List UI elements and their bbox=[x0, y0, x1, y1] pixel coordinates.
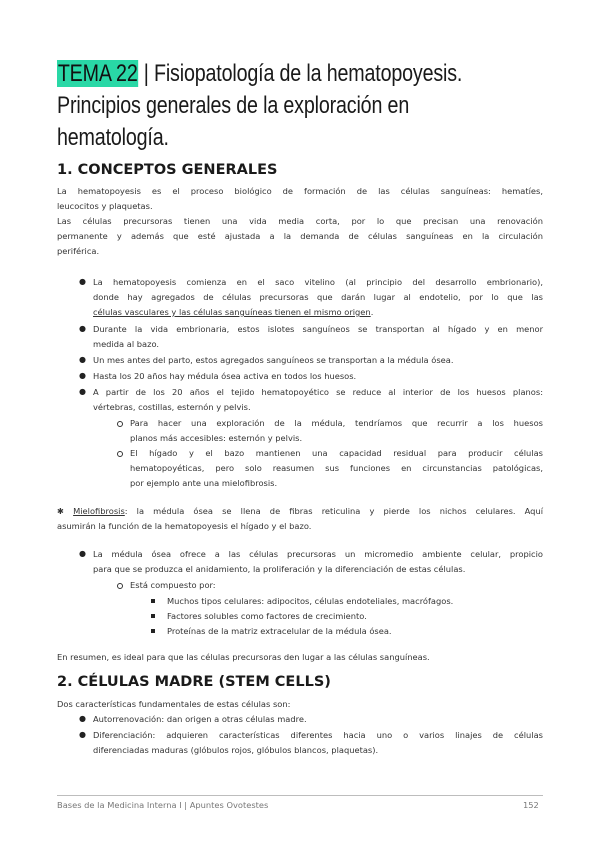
paragraph-line: Dos características fundamentales de estas células son: bbox=[57, 699, 291, 709]
page-number: 152 bbox=[523, 800, 539, 810]
bullet-icon: ● bbox=[79, 714, 86, 723]
bullet-icon: ● bbox=[79, 355, 86, 364]
footer-text: Bases de la Medicina Interna I | Apuntes Ovotestes bbox=[57, 800, 269, 810]
circle-bullet-icon bbox=[117, 451, 123, 457]
list-item-line: Hasta los 20 años hay médula ósea activa en todos los huesos. bbox=[93, 371, 357, 381]
note-term: Mielofibrosis bbox=[73, 506, 125, 516]
paragraph-line: permanente y además que esté ajustada a la demanda de células sanguíneas en la circulación bbox=[57, 231, 543, 241]
bullet-icon: ● bbox=[79, 549, 86, 558]
list-item-line: diferenciadas maduras (glóbulos rojos, glóbulos blancos, plaquetas). bbox=[93, 745, 379, 755]
list-item-line: Para hacer una exploración de la médula, tendríamos que recurrir a los huesos bbox=[130, 418, 543, 428]
summary-paragraph: En resumen, es ideal para que las células precursoras den lugar a las células sanguíneas. bbox=[57, 652, 430, 662]
square-bullet-icon bbox=[151, 629, 155, 633]
underlined-text: células vasculares y las células sanguíneas tienen el mismo origen bbox=[93, 307, 371, 317]
paragraph-line: leucocitos y plaquetas. bbox=[57, 201, 153, 211]
note-paragraph: ✱ Mielofibrosis: la médula ósea se llena de fibras reticulina y pierde los nichos celulares. Aquí bbox=[57, 506, 544, 516]
section-heading-conceptos: 1. CONCEPTOS GENERALES bbox=[57, 162, 278, 178]
list-item-line: Muchos tipos celulares: adipocitos, células endoteliales, macrófagos. bbox=[167, 596, 454, 606]
list-item-line: Durante la vida embrionaria, estos islotes sanguíneos se transportan al hígado y en menor bbox=[93, 324, 543, 334]
topic-tag: TEMA 22 bbox=[57, 60, 138, 87]
list-item-line: vértebras, costillas, esternón y pelvis. bbox=[93, 402, 251, 412]
list-item-line: Proteínas de la matriz extracelular de la médula ósea. bbox=[167, 626, 392, 636]
paragraph-line: Las células precursoras tienen una vida media corta, por lo que precisan una renovación bbox=[57, 216, 543, 226]
list-item-line: Un mes antes del parto, estos agregados sanguíneos se transportan a la médula ósea. bbox=[93, 355, 454, 365]
footer-divider bbox=[57, 795, 543, 796]
list-item-line: planos más accesibles: esternón y pelvis. bbox=[130, 433, 303, 443]
list-item-line: Autorrenovación: dan origen a otras células madre. bbox=[93, 714, 307, 724]
list-item-line: células vasculares y las células sanguíneas tienen el mismo origen. bbox=[93, 307, 374, 317]
list-item-line: La hematopoyesis comienza en el saco vitelino (al principio del desarrollo embrionario), bbox=[93, 277, 543, 287]
bullet-icon: ● bbox=[79, 277, 86, 286]
list-item-line: Está compuesto por: bbox=[130, 580, 216, 590]
list-item-line: Diferenciación: adquieren características diferentes hacia uno o varios linajes de células bbox=[93, 730, 543, 740]
circle-bullet-icon bbox=[117, 421, 123, 427]
circle-bullet-icon bbox=[117, 583, 123, 589]
square-bullet-icon bbox=[151, 599, 155, 603]
list-item-line: A partir de los 20 años el tejido hematopoyético se reduce al interior de los huesos planos: bbox=[93, 387, 543, 397]
list-item-line: donde hay agregados de células precursoras que darán lugar al endotelio, por lo que las bbox=[93, 292, 543, 302]
section-heading-celulas-madre: 2. CÉLULAS MADRE (STEM CELLS) bbox=[57, 674, 331, 690]
list-item-line: medida al bazo. bbox=[93, 339, 160, 349]
paragraph-line: asumirán la función de la hematopoyesis el hígado y el bazo. bbox=[57, 521, 312, 531]
asterisk-icon: ✱ bbox=[57, 506, 64, 516]
list-item-line: La médula ósea ofrece a las células precursoras un micromedio ambiente celular, propicio bbox=[93, 549, 543, 559]
bullet-icon: ● bbox=[79, 324, 86, 333]
paragraph-line: periférica. bbox=[57, 246, 100, 256]
page-title bbox=[57, 58, 467, 154]
bullet-icon: ● bbox=[79, 387, 86, 396]
title-line-1: TEMA 22 | Fisiopatología de la hematopoyesis. bbox=[57, 60, 463, 87]
list-item-line: por ejemplo ante una mielofibrosis. bbox=[130, 478, 278, 488]
bullet-icon: ● bbox=[79, 730, 86, 739]
list-item-line: Factores solubles como factores de crecimiento. bbox=[167, 611, 367, 621]
title-line-2: Principios generales de la exploración en bbox=[57, 92, 410, 119]
title-line-3: hematología. bbox=[57, 124, 169, 151]
paragraph-line: La hematopoyesis es el proceso biológico de formación de las células sanguíneas: hematíes, bbox=[57, 186, 543, 196]
list-item-line: El hígado y el bazo mantienen una capacidad residual para producir células bbox=[130, 448, 543, 458]
bullet-icon: ● bbox=[79, 371, 86, 380]
list-item-line: para que se produzca el anidamiento, la proliferación y la diferenciación de estas células. bbox=[93, 564, 466, 574]
list-item-line: hematopoyéticas, pero solo reasumen sus funciones en circunstancias patológicas, bbox=[130, 463, 543, 473]
square-bullet-icon bbox=[151, 614, 155, 618]
